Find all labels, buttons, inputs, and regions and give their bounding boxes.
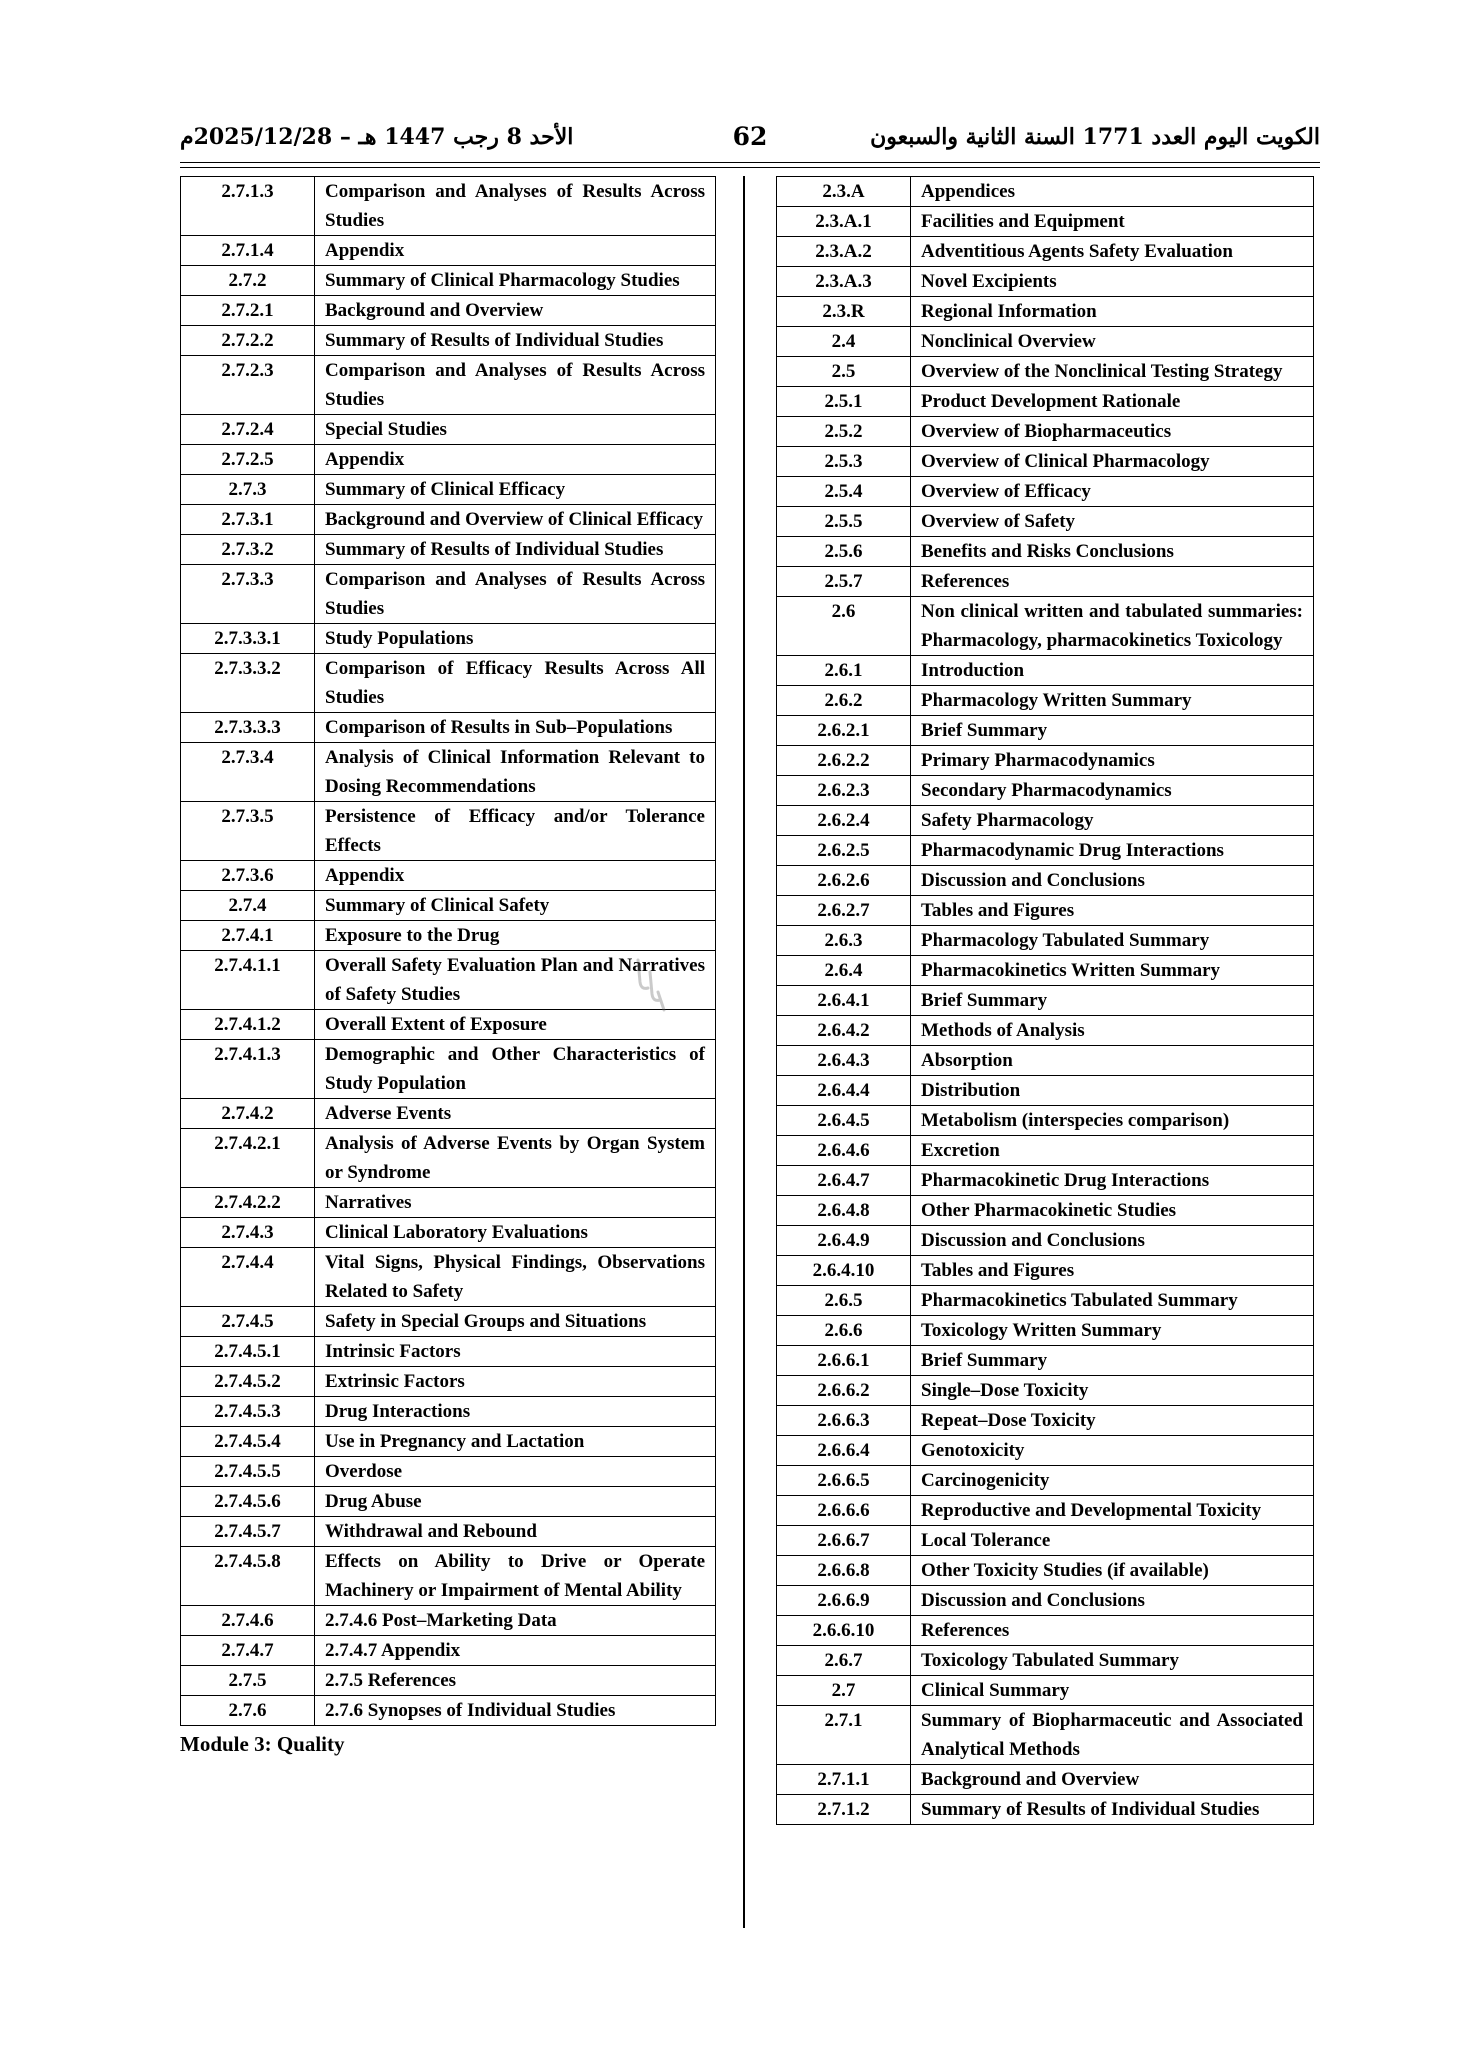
section-title: Tables and Figures (911, 1256, 1314, 1286)
table-row (777, 1376, 1314, 1406)
section-number: 2.7.4.5 (181, 1307, 315, 1337)
section-number: 2.7.4.1.1 (181, 951, 315, 1010)
table-row (777, 1256, 1314, 1286)
table-row (777, 207, 1314, 237)
table-row (777, 507, 1314, 537)
section-number: 2.3.R (777, 297, 911, 327)
section-title: Summary of Results of Individual Studies (315, 535, 716, 565)
section-number: 2.7.3.3 (181, 565, 315, 624)
table-row (181, 1129, 716, 1188)
section-number: 2.7.4.3 (181, 1218, 315, 1248)
section-number: 2.6.1 (777, 656, 911, 686)
section-title: Overall Safety Evaluation Plan and Narratives of Safety Studies (315, 951, 716, 1010)
section-number: 2.6.6 (777, 1316, 911, 1346)
section-title: Tables and Figures (911, 896, 1314, 926)
section-number: 2.7.1 (777, 1706, 911, 1765)
table-row (181, 891, 716, 921)
section-title: Brief Summary (911, 986, 1314, 1016)
section-number: 2.7.3.5 (181, 802, 315, 861)
right-contents-table (776, 176, 1314, 1825)
table-row (181, 713, 716, 743)
section-number: 2.6.4.7 (777, 1166, 911, 1196)
table-row (777, 1436, 1314, 1466)
table-row (777, 1346, 1314, 1376)
table-row (777, 477, 1314, 507)
section-number: 2.7.2.1 (181, 296, 315, 326)
table-row (777, 866, 1314, 896)
section-title: 2.7.6 Synopses of Individual Studies (315, 1696, 716, 1726)
section-title: Pharmacodynamic Drug Interactions (911, 836, 1314, 866)
table-row (181, 1547, 716, 1606)
section-title: Study Populations (315, 624, 716, 654)
table-row (777, 537, 1314, 567)
table-row (181, 1218, 716, 1248)
table-row (777, 776, 1314, 806)
table-row (181, 1307, 716, 1337)
table-row (181, 1517, 716, 1547)
section-number: 2.6.6.3 (777, 1406, 911, 1436)
section-title: Overview of Biopharmaceutics (911, 417, 1314, 447)
section-title: Absorption (911, 1046, 1314, 1076)
section-title: Background and Overview (315, 296, 716, 326)
section-number: 2.6.2.1 (777, 716, 911, 746)
section-title: References (911, 567, 1314, 597)
section-number: 2.7.2.4 (181, 415, 315, 445)
table-row (777, 1616, 1314, 1646)
section-title: Genotoxicity (911, 1436, 1314, 1466)
column-divider (743, 176, 745, 1928)
table-row (181, 1099, 716, 1129)
section-title: Other Pharmacokinetic Studies (911, 1196, 1314, 1226)
section-title: Other Toxicity Studies (if available) (911, 1556, 1314, 1586)
section-number: 2.7.6 (181, 1696, 315, 1726)
section-number: 2.5.7 (777, 567, 911, 597)
section-title: Analysis of Adverse Events by Organ System or Syndrome (315, 1129, 716, 1188)
section-title: Brief Summary (911, 716, 1314, 746)
section-title: Local Tolerance (911, 1526, 1314, 1556)
header-rule-bottom (180, 167, 1320, 168)
section-title: Summary of Biopharmaceutic and Associated Analytical Methods (911, 1706, 1314, 1765)
section-title: Product Development Rationale (911, 387, 1314, 417)
section-number: 2.5.4 (777, 477, 911, 507)
section-title: Safety in Special Groups and Situations (315, 1307, 716, 1337)
table-row (181, 415, 716, 445)
section-title: 2.7.4.7 Appendix (315, 1636, 716, 1666)
section-number: 2.7.3.1 (181, 505, 315, 535)
table-row (777, 986, 1314, 1016)
section-title: Drug Interactions (315, 1397, 716, 1427)
section-number: 2.7.2 (181, 266, 315, 296)
section-number: 2.7.1.1 (777, 1765, 911, 1795)
section-number: 2.7.1.3 (181, 177, 315, 236)
section-title: Comparison and Analyses of Results Across Studies (315, 356, 716, 415)
table-row (181, 654, 716, 713)
section-number: 2.6 (777, 597, 911, 656)
section-number: 2.6.4.5 (777, 1106, 911, 1136)
section-title: Metabolism (interspecies comparison) (911, 1106, 1314, 1136)
section-title: Discussion and Conclusions (911, 866, 1314, 896)
table-row (777, 956, 1314, 986)
table-row (181, 475, 716, 505)
section-title: Appendix (315, 236, 716, 266)
section-title: Drug Abuse (315, 1487, 716, 1517)
section-title: Discussion and Conclusions (911, 1586, 1314, 1616)
section-number: 2.6.4 (777, 956, 911, 986)
section-number: 2.7.1.2 (777, 1795, 911, 1825)
section-number: 2.6.4.2 (777, 1016, 911, 1046)
table-row (777, 1196, 1314, 1226)
section-number: 2.5.1 (777, 387, 911, 417)
table-row (777, 177, 1314, 207)
section-title: Overdose (315, 1457, 716, 1487)
section-number: 2.7.2.2 (181, 326, 315, 356)
section-number: 2.7.4.5.6 (181, 1487, 315, 1517)
section-title: Secondary Pharmacodynamics (911, 776, 1314, 806)
table-row (181, 266, 716, 296)
section-title: Pharmacology Written Summary (911, 686, 1314, 716)
section-number: 2.7.3.3.1 (181, 624, 315, 654)
table-row (777, 1526, 1314, 1556)
section-title: Clinical Laboratory Evaluations (315, 1218, 716, 1248)
section-number: 2.7.4.1.2 (181, 1010, 315, 1040)
section-title: Reproductive and Developmental Toxicity (911, 1496, 1314, 1526)
section-number: 2.6.6.1 (777, 1346, 911, 1376)
section-number: 2.7.3.6 (181, 861, 315, 891)
section-number: 2.6.2.4 (777, 806, 911, 836)
section-number: 2.6.7 (777, 1646, 911, 1676)
table-row (777, 1676, 1314, 1706)
section-number: 2.6.6.4 (777, 1436, 911, 1466)
section-title: Narratives (315, 1188, 716, 1218)
table-row (181, 326, 716, 356)
section-title: Novel Excipients (911, 267, 1314, 297)
section-title: Repeat–Dose Toxicity (911, 1406, 1314, 1436)
table-row (777, 656, 1314, 686)
section-title: Brief Summary (911, 1346, 1314, 1376)
section-number: 2.6.4.9 (777, 1226, 911, 1256)
table-row (777, 1316, 1314, 1346)
table-row (181, 1248, 716, 1307)
section-number: 2.7.4.2.2 (181, 1188, 315, 1218)
section-number: 2.6.4.6 (777, 1136, 911, 1166)
section-title: Overview of Efficacy (911, 477, 1314, 507)
section-number: 2.6.3 (777, 926, 911, 956)
section-number: 2.7.4.5.5 (181, 1457, 315, 1487)
section-title: References (911, 1616, 1314, 1646)
section-number: 2.6.2.5 (777, 836, 911, 866)
section-title: Comparison and Analyses of Results Across Studies (315, 565, 716, 624)
section-title: Use in Pregnancy and Lactation (315, 1427, 716, 1457)
table-row (777, 1406, 1314, 1436)
section-number: 2.6.6.10 (777, 1616, 911, 1646)
section-number: 2.6.4.8 (777, 1196, 911, 1226)
section-number: 2.6.6.9 (777, 1586, 911, 1616)
section-title: Overview of the Nonclinical Testing Strategy (911, 357, 1314, 387)
page-header (180, 122, 1320, 158)
section-number: 2.7.4.5.4 (181, 1427, 315, 1457)
section-number: 2.7.2.5 (181, 445, 315, 475)
table-row (777, 1586, 1314, 1616)
table-row (777, 567, 1314, 597)
section-number: 2.3.A.1 (777, 207, 911, 237)
section-title: Background and Overview of Clinical Efficacy (315, 505, 716, 535)
section-number: 2.7 (777, 1676, 911, 1706)
table-row (181, 1696, 716, 1726)
section-title: Summary of Results of Individual Studies (315, 326, 716, 356)
section-title: Demographic and Other Characteristics of Study Population (315, 1040, 716, 1099)
section-title: Distribution (911, 1076, 1314, 1106)
section-number: 2.7.4.1.3 (181, 1040, 315, 1099)
section-number: 2.6.6.2 (777, 1376, 911, 1406)
section-number: 2.7.4.5.3 (181, 1397, 315, 1427)
section-number: 2.7.4 (181, 891, 315, 921)
table-row (181, 1457, 716, 1487)
section-number: 2.6.4.4 (777, 1076, 911, 1106)
table-row (777, 896, 1314, 926)
table-row (181, 1487, 716, 1517)
section-number: 2.6.2.7 (777, 896, 911, 926)
table-row (777, 1496, 1314, 1526)
header-rule-top (180, 162, 1320, 163)
section-number: 2.7.3.3.2 (181, 654, 315, 713)
table-row (777, 1046, 1314, 1076)
table-row (181, 1397, 716, 1427)
section-number: 2.7.2.3 (181, 356, 315, 415)
section-number: 2.6.4.10 (777, 1256, 911, 1286)
section-number: 2.7.3 (181, 475, 315, 505)
table-row (777, 1706, 1314, 1765)
table-row (181, 1427, 716, 1457)
section-number: 2.7.4.7 (181, 1636, 315, 1666)
section-title: Withdrawal and Rebound (315, 1517, 716, 1547)
table-row (777, 1136, 1314, 1166)
section-number: 2.5.6 (777, 537, 911, 567)
table-row (777, 597, 1314, 656)
table-row (777, 716, 1314, 746)
table-row (181, 445, 716, 475)
table-row (777, 746, 1314, 776)
table-row (181, 505, 716, 535)
section-title: Intrinsic Factors (315, 1337, 716, 1367)
section-title: Pharmacokinetics Tabulated Summary (911, 1286, 1314, 1316)
section-title: Summary of Clinical Efficacy (315, 475, 716, 505)
section-title: Comparison of Efficacy Results Across All Studies (315, 654, 716, 713)
section-number: 2.6.6.7 (777, 1526, 911, 1556)
section-number: 2.6.2 (777, 686, 911, 716)
section-number: 2.6.2.6 (777, 866, 911, 896)
table-row (777, 237, 1314, 267)
table-row (181, 802, 716, 861)
table-row (181, 1367, 716, 1397)
section-title: Appendix (315, 861, 716, 891)
section-number: 2.5.5 (777, 507, 911, 537)
section-number: 2.7.3.2 (181, 535, 315, 565)
table-row (181, 1606, 716, 1636)
table-row (777, 1795, 1314, 1825)
table-row (181, 356, 716, 415)
section-number: 2.7.3.4 (181, 743, 315, 802)
table-row (181, 1337, 716, 1367)
section-title: Appendix (315, 445, 716, 475)
section-title: Vital Signs, Physical Findings, Observations Related to Safety (315, 1248, 716, 1307)
section-number: 2.7.4.6 (181, 1606, 315, 1636)
section-number: 2.6.5 (777, 1286, 911, 1316)
table-row (181, 1636, 716, 1666)
section-number: 2.3.A (777, 177, 911, 207)
table-row (777, 806, 1314, 836)
table-row (777, 1016, 1314, 1046)
section-number: 2.7.4.2.1 (181, 1129, 315, 1188)
section-number: 2.7.4.5.8 (181, 1547, 315, 1606)
section-title: Methods of Analysis (911, 1016, 1314, 1046)
table-row (777, 327, 1314, 357)
table-row (777, 267, 1314, 297)
section-number: 2.7.4.5.1 (181, 1337, 315, 1367)
section-title: Overview of Clinical Pharmacology (911, 447, 1314, 477)
right-table-body (777, 177, 1314, 1825)
section-title: Appendices (911, 177, 1314, 207)
section-number: 2.5 (777, 357, 911, 387)
section-title: Summary of Results of Individual Studies (911, 1795, 1314, 1825)
table-row (777, 447, 1314, 477)
table-row (181, 1040, 716, 1099)
section-number: 2.3.A.3 (777, 267, 911, 297)
table-row (181, 296, 716, 326)
section-number: 2.6.4.3 (777, 1046, 911, 1076)
section-title: 2.7.4.6 Post–Marketing Data (315, 1606, 716, 1636)
section-number: 2.7.1.4 (181, 236, 315, 266)
section-title: Summary of Clinical Safety (315, 891, 716, 921)
section-title: Pharmacokinetic Drug Interactions (911, 1166, 1314, 1196)
section-title: Overview of Safety (911, 507, 1314, 537)
section-title: Overall Extent of Exposure (315, 1010, 716, 1040)
section-number: 2.7.4.4 (181, 1248, 315, 1307)
table-row (777, 1646, 1314, 1676)
table-row (181, 624, 716, 654)
left-table-body (181, 177, 716, 1726)
table-row (777, 387, 1314, 417)
table-row (181, 236, 716, 266)
section-number: 2.5.3 (777, 447, 911, 477)
table-row (777, 1286, 1314, 1316)
table-row (777, 1556, 1314, 1586)
section-title: Carcinogenicity (911, 1466, 1314, 1496)
table-row (777, 1226, 1314, 1256)
table-row (181, 743, 716, 802)
section-number: 2.6.4.1 (777, 986, 911, 1016)
section-title: Adverse Events (315, 1099, 716, 1129)
section-number: 2.6.6.6 (777, 1496, 911, 1526)
section-number: 2.3.A.2 (777, 237, 911, 267)
table-row (181, 535, 716, 565)
header-date: الأحد 8 رجب 1447 هـ – 2025/12/28م (180, 124, 574, 150)
section-title: Facilities and Equipment (911, 207, 1314, 237)
left-contents-table (180, 176, 716, 1726)
section-title: Background and Overview (911, 1765, 1314, 1795)
table-row (777, 297, 1314, 327)
table-row (181, 861, 716, 891)
section-number: 2.7.4.1 (181, 921, 315, 951)
section-number: 2.7.4.5.7 (181, 1517, 315, 1547)
section-number: 2.7.3.3.3 (181, 713, 315, 743)
table-row (181, 565, 716, 624)
section-title: Special Studies (315, 415, 716, 445)
section-number: 2.6.6.5 (777, 1466, 911, 1496)
section-title: Nonclinical Overview (911, 327, 1314, 357)
section-title: Extrinsic Factors (315, 1367, 716, 1397)
table-row (777, 836, 1314, 866)
section-title: Adventitious Agents Safety Evaluation (911, 237, 1314, 267)
section-title: Non clinical written and tabulated summaries: Pharmacology, pharmacokinetics Toxicology (911, 597, 1314, 656)
section-title: Persistence of Efficacy and/or Tolerance Effects (315, 802, 716, 861)
table-row (777, 417, 1314, 447)
section-title: Exposure to the Drug (315, 921, 716, 951)
section-number: 2.6.2.2 (777, 746, 911, 776)
section-title: Single–Dose Toxicity (911, 1376, 1314, 1406)
watermark-mark (630, 952, 674, 1018)
table-row (777, 926, 1314, 956)
table-row (777, 1076, 1314, 1106)
section-title: Pharmacokinetics Written Summary (911, 956, 1314, 986)
table-row (181, 1666, 716, 1696)
section-title: Benefits and Risks Conclusions (911, 537, 1314, 567)
section-title: Clinical Summary (911, 1676, 1314, 1706)
table-row (777, 357, 1314, 387)
section-number: 2.7.4.2 (181, 1099, 315, 1129)
section-number: 2.4 (777, 327, 911, 357)
section-title: Regional Information (911, 297, 1314, 327)
section-title: Discussion and Conclusions (911, 1226, 1314, 1256)
section-number: 2.6.2.3 (777, 776, 911, 806)
section-title: Analysis of Clinical Information Relevant to Dosing Recommendations (315, 743, 716, 802)
module-heading: Module 3: Quality (180, 1732, 345, 1756)
page-number: 62 (732, 122, 768, 151)
table-row (777, 1106, 1314, 1136)
table-row (777, 1466, 1314, 1496)
section-number: 2.5.2 (777, 417, 911, 447)
section-title: Comparison of Results in Sub–Populations (315, 713, 716, 743)
header-publication: الكويت اليوم العدد 1771 السنة الثانية والسبعون (870, 124, 1320, 150)
section-title: 2.7.5 References (315, 1666, 716, 1696)
section-title: Toxicology Tabulated Summary (911, 1646, 1314, 1676)
section-number: 2.7.4.5.2 (181, 1367, 315, 1397)
section-title: Toxicology Written Summary (911, 1316, 1314, 1346)
section-title: Introduction (911, 656, 1314, 686)
section-title: Excretion (911, 1136, 1314, 1166)
table-row (777, 1166, 1314, 1196)
section-title: Pharmacology Tabulated Summary (911, 926, 1314, 956)
table-row (777, 686, 1314, 716)
table-row (181, 1188, 716, 1218)
section-title: Safety Pharmacology (911, 806, 1314, 836)
table-row (181, 177, 716, 236)
section-title: Primary Pharmacodynamics (911, 746, 1314, 776)
section-title: Effects on Ability to Drive or Operate Machinery or Impairment of Mental Ability (315, 1547, 716, 1606)
section-title: Summary of Clinical Pharmacology Studies (315, 266, 716, 296)
section-number: 2.7.5 (181, 1666, 315, 1696)
table-row (777, 1765, 1314, 1795)
table-row (181, 921, 716, 951)
section-title: Comparison and Analyses of Results Across Studies (315, 177, 716, 236)
section-number: 2.6.6.8 (777, 1556, 911, 1586)
